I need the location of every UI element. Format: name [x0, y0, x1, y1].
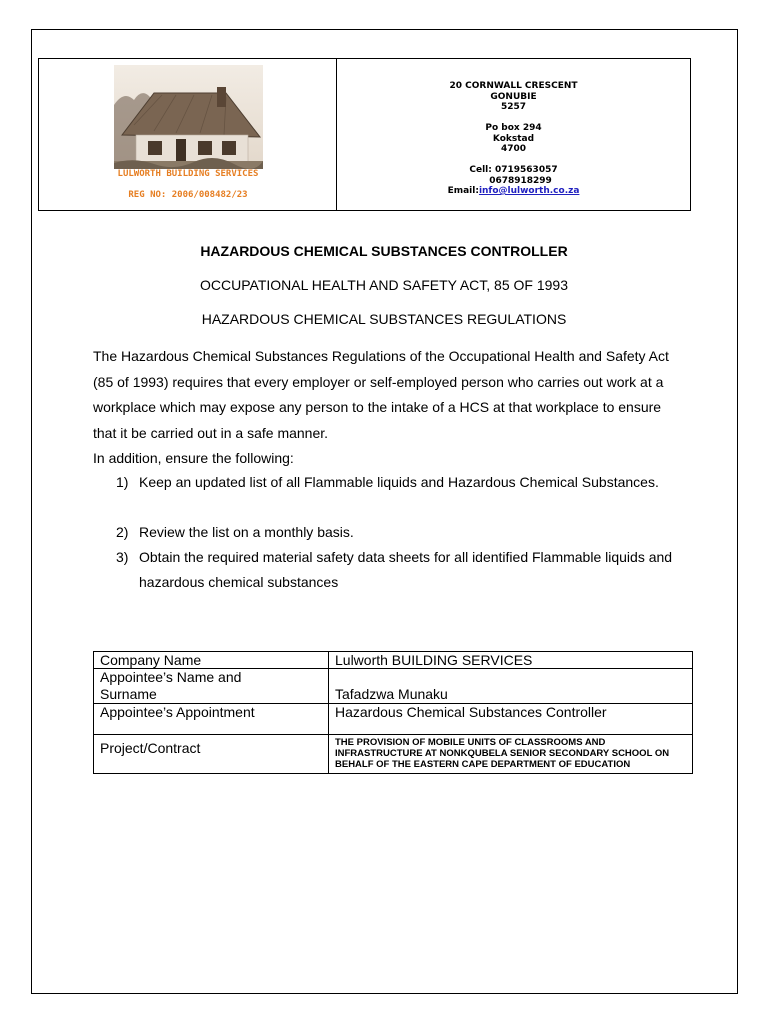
letterhead [38, 58, 691, 211]
email-link[interactable]: info@lulworth.co.za [478, 186, 580, 196]
intro-line: In addition, ensure the following: [93, 450, 294, 466]
address-area: GONUBIE [490, 91, 537, 102]
letterhead-address-cell [337, 59, 690, 210]
table-row [94, 704, 693, 735]
list-number: 2) [116, 524, 129, 540]
label-appointee-name-line-2: Surname [100, 686, 157, 702]
list-text: Obtain the required material safety data sheets for all identified Flammable liquids and hazardous chemical substances [139, 549, 673, 590]
value-company-name: Lulworth BUILDING SERVICES [329, 652, 693, 669]
label-project: Project/Contract [94, 735, 329, 774]
appointment-table [93, 651, 693, 774]
list-number: 1) [116, 474, 129, 490]
list-text: Keep an updated list of all Flammable liquids and Hazardous Chemical Substances. [139, 474, 659, 490]
house-photo [114, 65, 263, 169]
table-row [94, 652, 693, 669]
document-title: HAZARDOUS CHEMICAL SUBSTANCES CONTROLLER [200, 243, 568, 259]
letterhead-logo-cell [39, 59, 337, 210]
label-company-name: Company Name [94, 652, 329, 669]
table-row [94, 735, 693, 774]
email-line [337, 186, 690, 197]
value-appointee-name: Tafadzwa Munaku [329, 669, 693, 704]
label-appointee-name-line-1: Appointee’s Name and [100, 669, 242, 685]
act-heading: OCCUPATIONAL HEALTH AND SAFETY ACT, 85 OF 1993 [200, 277, 568, 293]
label-appointee-name [94, 669, 329, 704]
town-code: 4700 [500, 144, 527, 154]
table-row [94, 669, 693, 704]
body-paragraph [93, 344, 673, 472]
list-text: Review the list on a monthly basis. [139, 524, 354, 540]
regulation-paragraph: The Hazardous Chemical Substances Regulations of the Occupational Health and Safety Act (85 of 1993) requires that every employer or self-employed person who carries out work at a workplace which may expose any person to the intake of a HCS at that workplace to ensure that it be carried out in a safe manner. [93, 348, 669, 441]
cell-number-1: Cell: 0719563057 [469, 165, 558, 175]
list-number: 3) [116, 549, 129, 565]
regulations-heading: HAZARDOUS CHEMICAL SUBSTANCES REGULATIONS [201, 311, 567, 327]
company-name: LULWORTH BUILDING SERVICES [117, 169, 259, 179]
registration-number: REG NO: 2006/008482/23 [128, 190, 248, 200]
value-appointment: Hazardous Chemical Substances Controller [329, 704, 693, 735]
cell-number-2: 0678918299 [489, 175, 552, 186]
label-appointment: Appointee’s Appointment [94, 704, 329, 735]
address-street: 20 CORNWALL CRESCENT [449, 81, 578, 91]
po-box: Po box 294 [485, 123, 542, 133]
address-code: 5257 [500, 102, 527, 112]
value-project: THE PROVISION OF MOBILE UNITS OF CLASSROOMS AND INFRASTRUCTURE AT NONKQUBELA SENIOR SECONDARY SCHOOL ON BEHALF OF THE EASTERN CAPE DEPARTMENT OF EDUCATION [329, 735, 693, 774]
email-label: Email: [447, 186, 479, 196]
town: Kokstad [492, 133, 535, 144]
